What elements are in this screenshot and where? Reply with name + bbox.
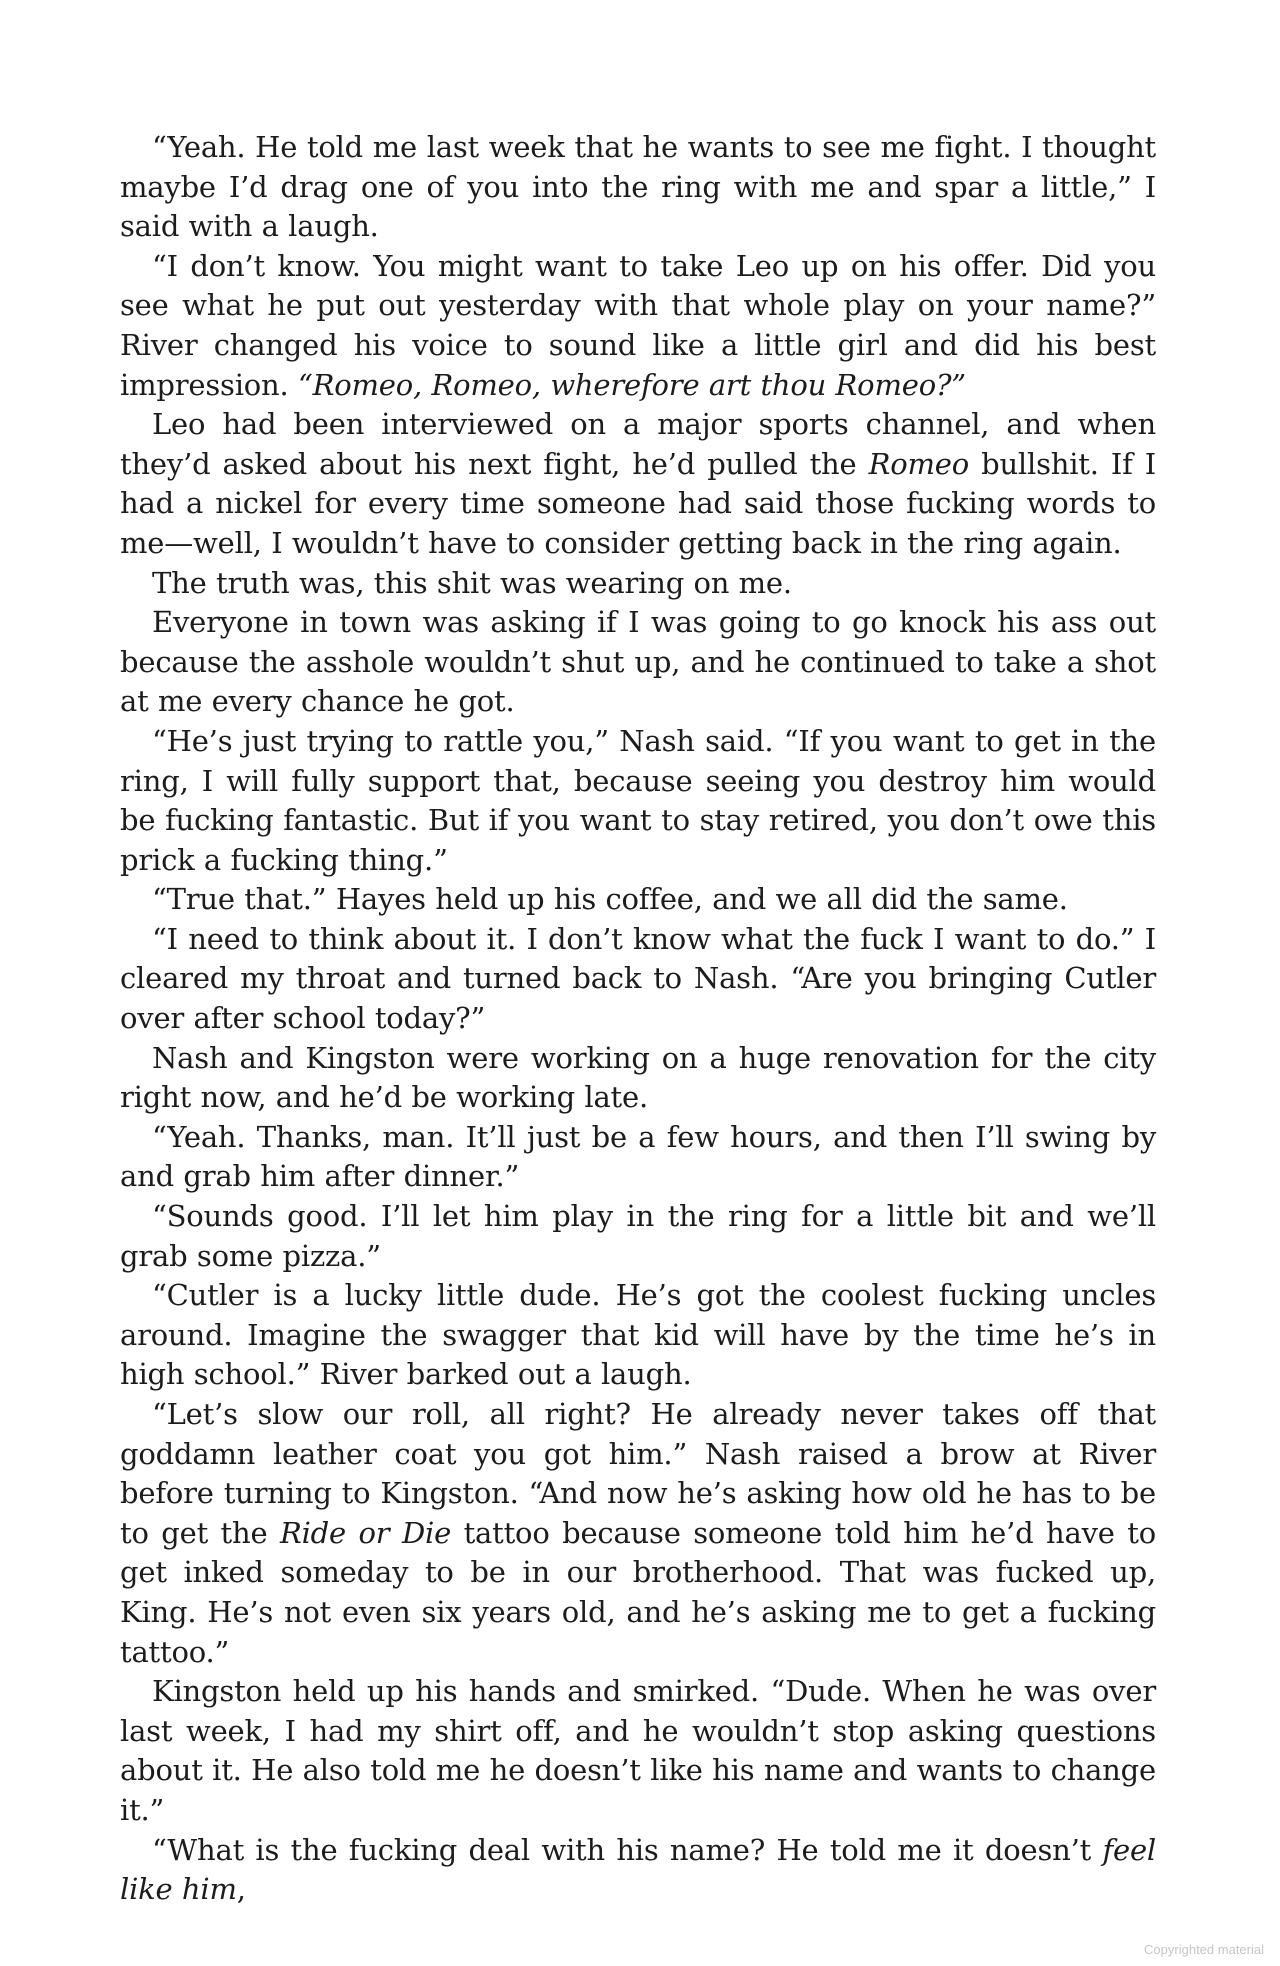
paragraph: [120, 1118, 1156, 1197]
paragraph-text: “Cutler is a lucky little dude. He’s got the coolest fucking uncles around. Imagine the swagger that kid will have by the time he’s in high school.” River barked out a laugh.: [120, 1278, 1156, 1392]
paragraph-text: Kingston held up his hands and smirked. “Dude. When he was over last week, I had my shirt off, and he wouldn’t stop asking questions about it. He also told me he doesn’t like his name and wants to change it.”: [120, 1674, 1156, 1827]
paragraph: [120, 603, 1156, 722]
paragraph: [120, 564, 1156, 604]
paragraph: [120, 405, 1156, 563]
page-body-text: [120, 128, 1156, 1910]
paragraph: [120, 1395, 1156, 1672]
paragraph-text: “Sounds good. I’ll let him play in the ring for a little bit and we’ll grab some pizza.”: [120, 1199, 1156, 1273]
paragraph: [120, 1197, 1156, 1276]
paragraph-text: Everyone in town was asking if I was going to go knock his ass out because the asshole wouldn’t shut up, and he continued to take a shot at me every chance he got.: [120, 605, 1156, 719]
paragraph-text: “Yeah. Thanks, man. It’ll just be a few hours, and then I’ll swing by and grab him after dinner.”: [120, 1119, 1156, 1194]
paragraph: [120, 247, 1156, 405]
italic-text: “Romeo, Romeo, wherefore art thou Romeo?”: [297, 367, 966, 402]
paragraph-text: “True that.” Hayes held up his coffee, and we all did the same.: [152, 882, 1068, 917]
paragraph-text: “Yeah. He told me last week that he wants to see me fight. I thought maybe I’d drag one of you into the ring with me and spar a little,” I said with a laugh.: [120, 130, 1156, 244]
italic-text: Ride or Die: [279, 1515, 452, 1550]
paragraph-text: bullshit. If I had a nickel for every time someone had said those fucking words to me—well, I wouldn’t have to consider getting back in the ring again.: [120, 446, 1156, 560]
italic-text: feel like him: [120, 1832, 1156, 1907]
paragraph: [120, 1831, 1156, 1910]
paragraph: [120, 1276, 1156, 1395]
paragraph-text: “I need to think about it. I don’t know what the fuck I want to do.” I cleared my throat and turned back to Nash. “Are you bringing Cutler over after school today?”: [120, 921, 1156, 1036]
italic-text: Romeo: [868, 446, 969, 481]
paragraph-text: “Let’s slow our roll, all right? He already never takes off that goddamn leather coat you got him.” Nash raised a brow at River before turning to Kingston. “And now he’s asking how old he has to be to get the: [120, 1397, 1156, 1550]
paragraph: [120, 1672, 1156, 1830]
copyright-watermark: Copyrighted material: [1144, 1942, 1264, 1957]
paragraph-text: Nash and Kingston were working on a huge renovation for the city right now, and he’d be working late.: [120, 1040, 1156, 1115]
paragraph: [120, 722, 1156, 880]
paragraph-text: “What is the fucking deal with his name? He told me it doesn’t: [152, 1832, 1103, 1867]
paragraph-text: ,: [236, 1872, 246, 1907]
paragraph-text: The truth was, this shit was wearing on me.: [152, 565, 792, 600]
paragraph-text: “He’s just trying to rattle you,” Nash said. “If you want to get in the ring, I will fully support that, because seeing you destroy him would be fucking fantastic. But if you want to stay retired, you don’t owe this prick a fucking thing.”: [120, 723, 1156, 877]
paragraph: [120, 1039, 1156, 1118]
paragraph-text: “I don’t know. You might want to take Leo up on his offer. Did you see what he put out yesterday with that whole play on your name?” River changed his voice to sound like a little girl and did his best impression.: [120, 248, 1156, 402]
paragraph: [120, 128, 1156, 247]
paragraph: [120, 920, 1156, 1039]
paragraph: [120, 880, 1156, 920]
paragraph-text: tattoo because someone told him he’d have to get inked someday to be in our brotherhood. That was fucked up, King. He’s not even six years old, and he’s asking me to get a fucking tattoo.”: [120, 1515, 1156, 1669]
paragraph-text: Leo had been interviewed on a major sports channel, and when they’d asked about his next fight, he’d pulled the: [120, 407, 1156, 481]
